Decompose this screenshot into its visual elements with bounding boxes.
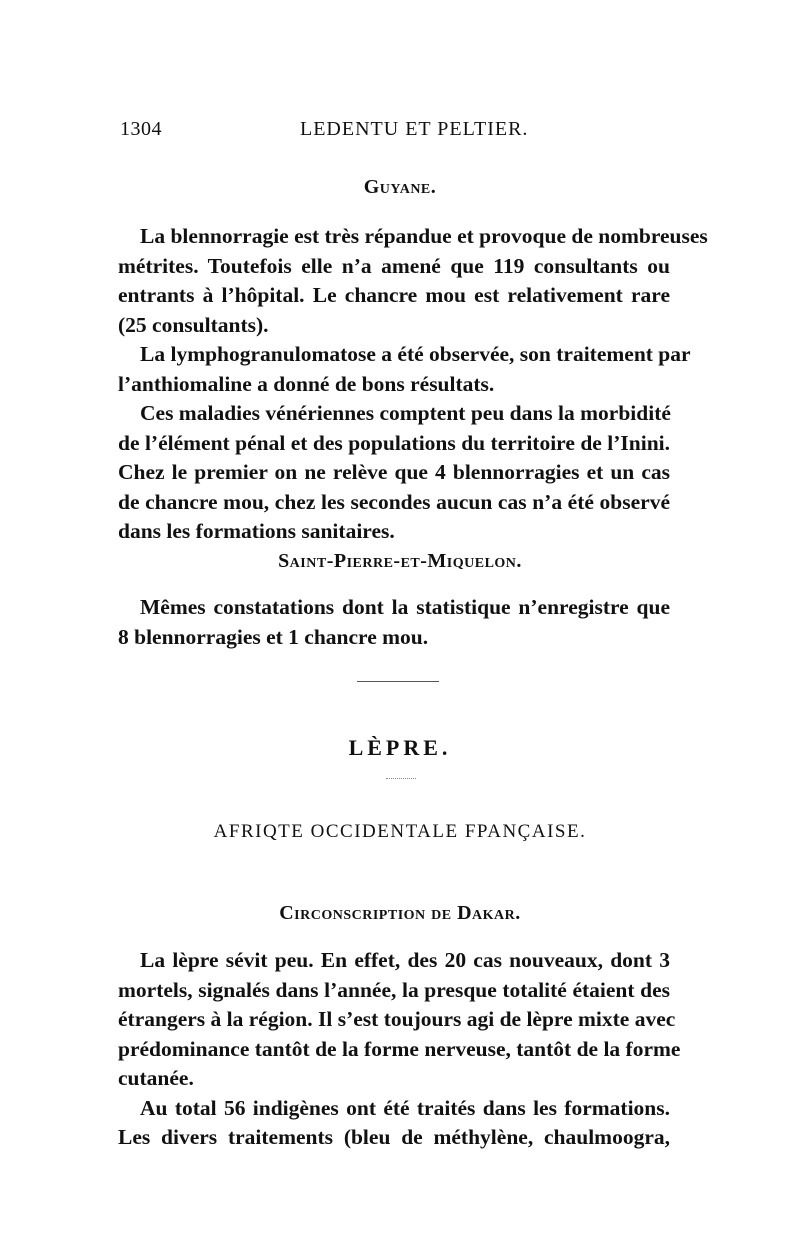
text-line: La lymphogranulomatose a été observée, son traitement par [140, 342, 691, 366]
text-line: de chancre mou, chez les secondes aucun cas n’a été observé [118, 489, 670, 514]
text-line: de l’élément pénal et des populations du territoire de l’Inini. [118, 430, 670, 455]
region-title: AFRIQTE OCCIDENTALE FPANÇAISE. [213, 821, 587, 842]
title-ornament [386, 778, 416, 779]
heading-guyane: Guyane. [363, 176, 437, 198]
text-line: Les divers traitements (bleu de méthylène, chaulmoogra, [118, 1125, 670, 1149]
paragraph-guyane [118, 222, 708, 547]
text-line: métrites. Toutefois elle n’a amené que 119 consultants ou [118, 253, 670, 278]
text-line: La blennorragie est très répandue et provoque de nombreuses [140, 224, 708, 248]
paragraph-saint-pierre [118, 593, 670, 652]
paragraph-lepre [118, 946, 681, 1153]
text-line: Chez le premier on ne relève que 4 blennorragies et un cas [118, 460, 670, 484]
section-divider [357, 681, 439, 682]
heading-dakar: Circonscription de Dakar. [279, 902, 521, 924]
text-line: cutanée. [118, 1066, 194, 1090]
text-line: La lèpre sévit peu. En effet, des 20 cas nouveaux, dont 3 [140, 948, 670, 972]
text-line: mortels, signalés dans l’année, la presque totalité étaient des [118, 977, 670, 1002]
page-number: 1304 [120, 118, 162, 140]
text-line: l’anthiomaline a donné de bons résultats. [118, 371, 495, 396]
text-line: dans les formations sanitaires. [118, 519, 395, 543]
text-line: étrangers à la région. Il s’est toujours agi de lèpre mixte avec [118, 1007, 676, 1031]
text-line: Au total 56 indigènes ont été traités dans les formations. [140, 1095, 670, 1120]
text-line: entrants à l’hôpital. Le chancre mou est relativement rare [118, 283, 670, 307]
text-line: (25 consultants). [118, 312, 269, 337]
text-line: Mêmes constatations dont la statistique n’enregistre que [140, 595, 670, 619]
page-header [120, 118, 680, 146]
text-line: 8 blennorragies et 1 chancre mou. [118, 624, 429, 649]
heading-saint-pierre: Saint-Pierre-et-Miquelon. [278, 550, 522, 572]
running-head: LEDENTU ET PELTIER. [300, 118, 529, 140]
section-title-lepre: LÈPRE. [348, 735, 452, 760]
text-line: prédominance tantôt de la forme nerveuse, tantôt de la forme [118, 1036, 681, 1061]
text-line: Ces maladies vénériennes comptent peu dans la morbidité [140, 401, 671, 425]
